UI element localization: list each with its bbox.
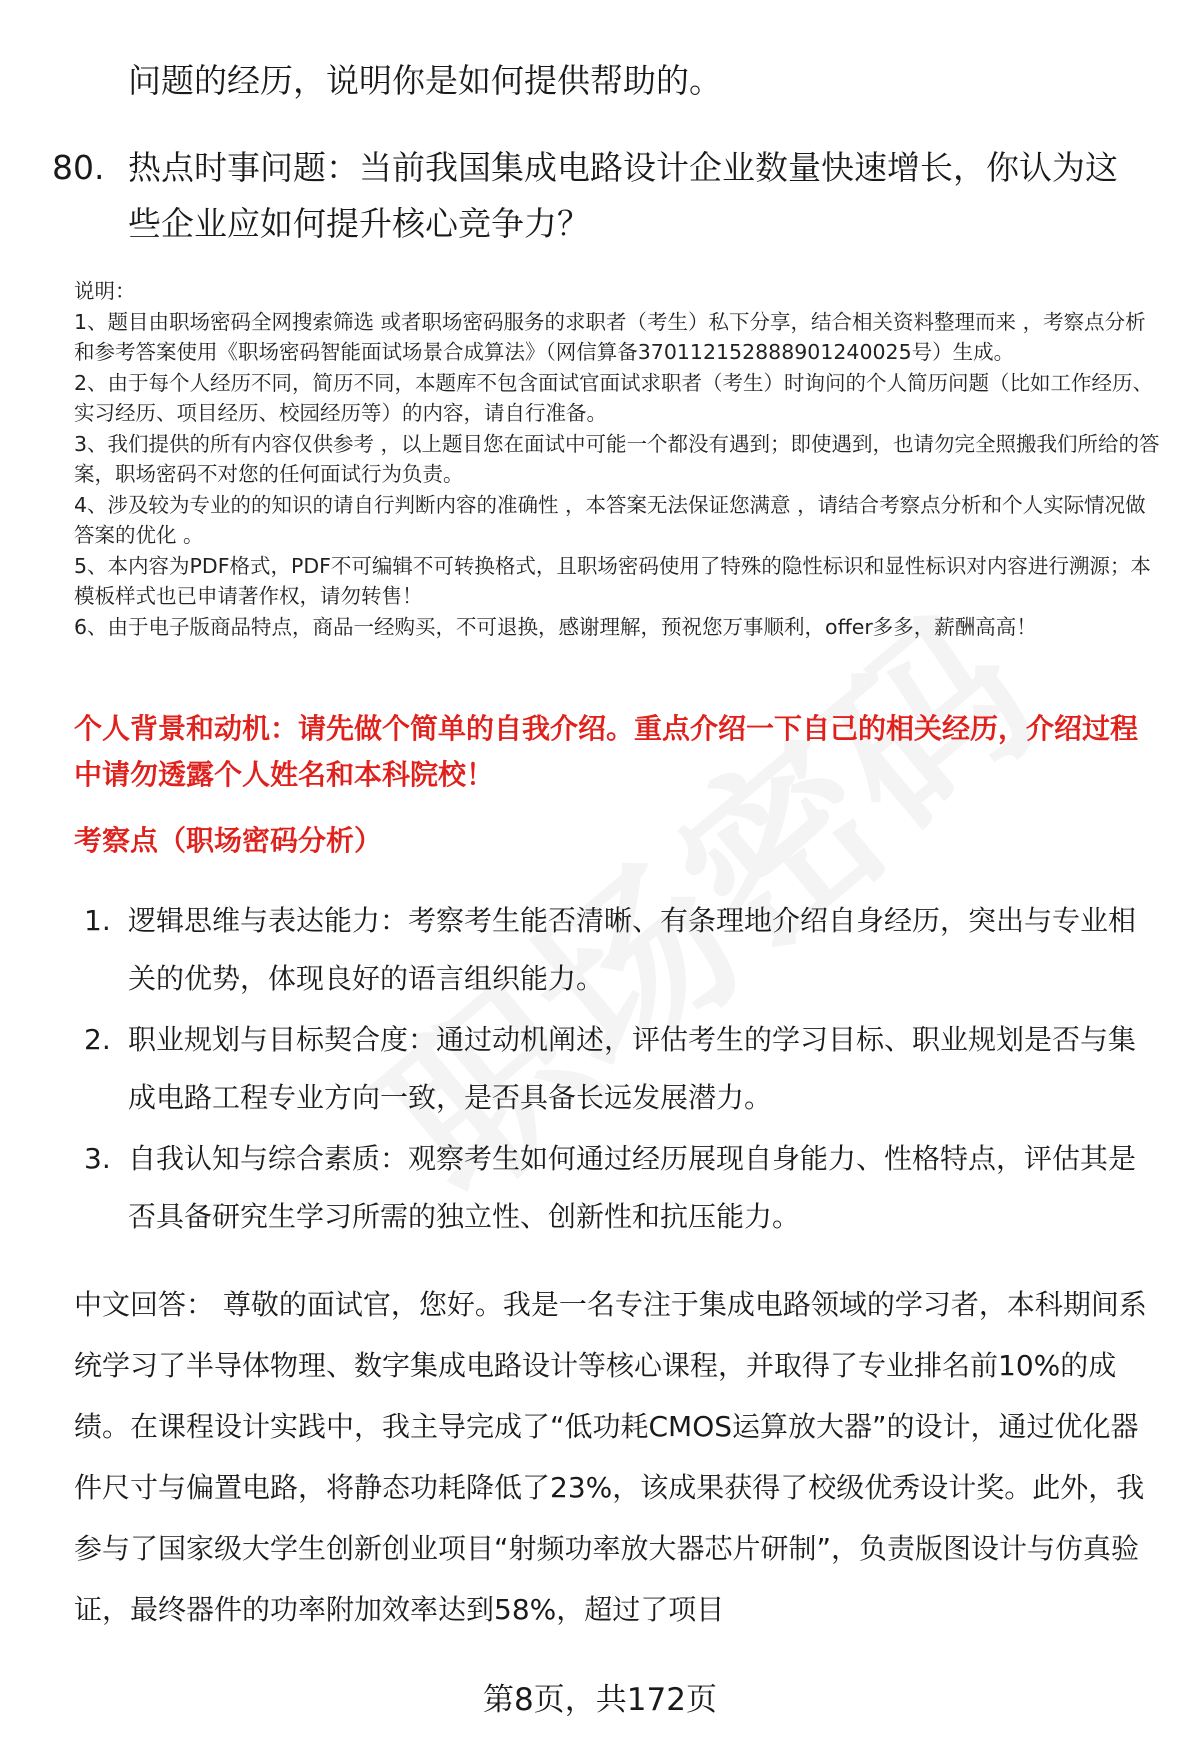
analysis-points [84, 892, 1164, 1249]
point-text: 自我认知与综合素质：观察考生如何通过经历展现自身能力、性格特点，评估其是否具备研究生学习所需的独立性、创新性和抗压能力。 [128, 1142, 1137, 1233]
note-item: 4、涉及较为专业的的知识的请自行判断内容的准确性 ，本答案无法保证您满意 ，请结合考察点分析和个人实际情况做答案的优化 。 [74, 492, 1146, 547]
analysis-point [84, 1130, 1164, 1246]
note-item: 2、由于每个人经历不同，简历不同，本题库不包含面试官面试求职者（考生）时询问的个人简历问题（比如工作经历、实习经历、项目经历、校园经历等）的内容，请自行准备。 [74, 370, 1154, 425]
note-item: 6、由于电子版商品特点，商品一经购买，不可退换，感谢理解，预祝您万事顺利，offer多多，薪酬高高！ [74, 614, 1037, 639]
note-item: 1、题目由职场密码全网搜索筛选 或者职场密码服务的求职者（考生）私下分享，结合相关资料整理而来 ，考察点分析和参考答案使用《职场密码智能面试场景合成算法》（网信算备370112152888901240025号）生成。 [74, 309, 1146, 364]
analysis-point [84, 1011, 1164, 1127]
point-number: 2. [84, 1023, 111, 1056]
question-continuation: 问题的经历，说明你是如何提供帮助的。 [128, 61, 722, 100]
point-text: 职业规划与目标契合度：通过动机阐述，评估考生的学习目标、职业规划是否与集成电路工程专业方向一致，是否具备长远发展潜力。 [128, 1023, 1137, 1114]
notes-block [74, 276, 1164, 642]
question-number: 80. [52, 148, 105, 187]
question-text: 热点时事问题：当前我国集成电路设计企业数量快速增长，你认为这些企业应如何提升核心竞争力？ [128, 148, 1118, 243]
answer-text: 中文回答： 尊敬的面试官，您好。我是一名专注于集成电路领域的学习者，本科期间系统学习了半导体物理、数字集成电路设计等核心课程，并取得了专业排名前10%的成绩。在课程设计实践中，我主导完成了“低功耗CMOS运算放大器”的设计，通过优化器件尺寸与偏置电路，将静态功耗降低了23%，该成果获得了校级优秀设计奖。此外，我参与了国家级大学生创新创业项目“射频功率放大器芯片研制”，负责版图设计与仿真验证，最终器件的功率附加效率达到58%，超过了项目 [74, 1288, 1147, 1626]
section-question: 个人背景和动机：请先做个简单的自我介绍。重点介绍一下自己的相关经历，介绍过程中请勿透露个人姓名和本科院校！ [74, 712, 1139, 791]
point-number: 1. [84, 904, 111, 937]
notes-title: 说明： [74, 279, 136, 303]
point-text: 逻辑思维与表达能力：考察考生能否清晰、有条理地介绍自身经历，突出与专业相关的优势，体现良好的语言组织能力。 [128, 904, 1137, 995]
note-item: 3、我们提供的所有内容仅供参考 ，以上题目您在面试中可能一个都没有遇到；即使遇到，也请勿完全照搬我们所给的答案，职场密码不对您的任何面试行为负责。 [74, 431, 1160, 486]
analysis-point [84, 892, 1164, 1008]
point-number: 3. [84, 1142, 111, 1175]
analysis-heading: 考察点（职场密码分析） [74, 824, 383, 857]
note-item: 5、本内容为PDF格式，PDF不可编辑不可转换格式，且职场密码使用了特殊的隐性标识和显性标识对内容进行溯源；本模板样式也已申请著作权，请勿转售！ [74, 553, 1151, 608]
question-80 [52, 140, 1152, 252]
page-footer: 第8页，共172页 [483, 1682, 717, 1718]
